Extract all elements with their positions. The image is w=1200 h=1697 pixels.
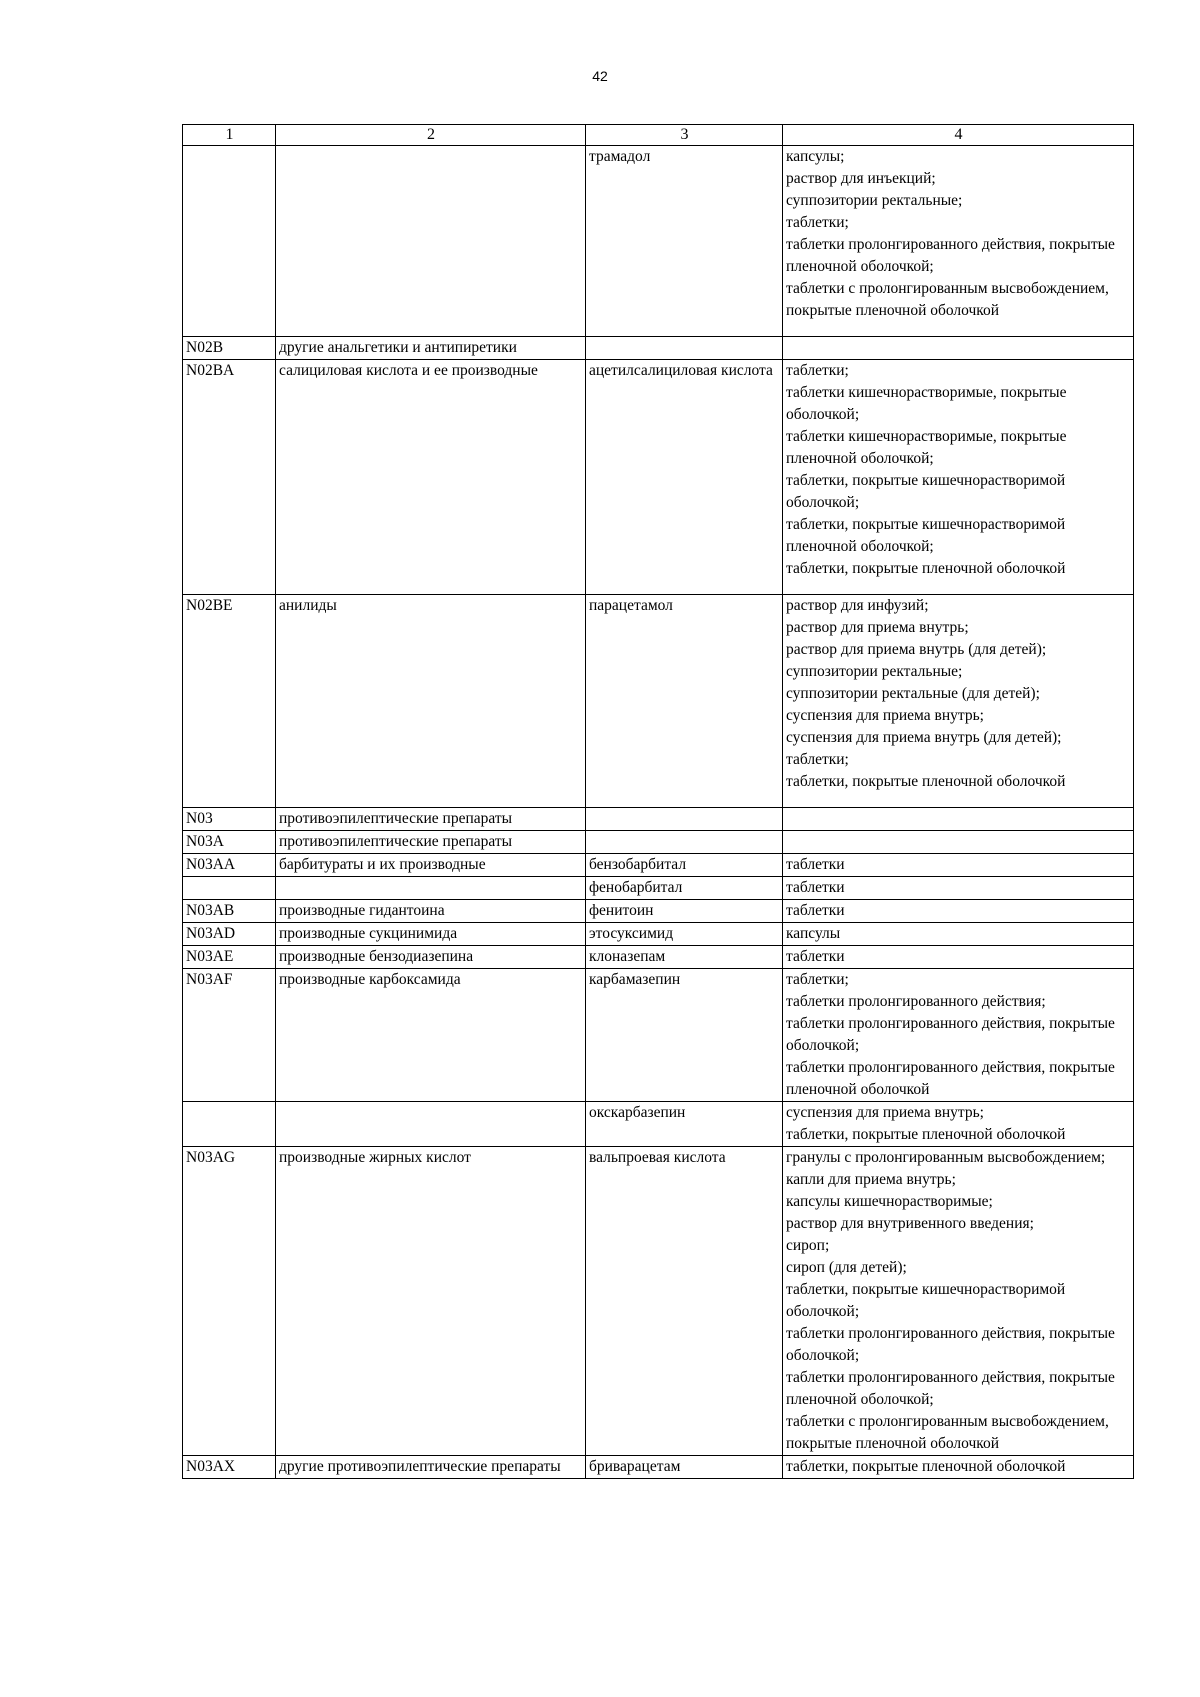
drug-name: этосуксимид — [586, 923, 783, 946]
table-row — [183, 146, 1134, 337]
atc-code: N03AF — [183, 969, 276, 1102]
group-name — [276, 146, 586, 337]
atc-code: N03 — [183, 808, 276, 831]
group-name: противоэпилептические препараты — [276, 808, 586, 831]
column-header-3: 3 — [586, 125, 783, 146]
table-row — [183, 595, 1134, 808]
drug-name — [586, 808, 783, 831]
dosage-forms: суспензия для приема внутрь; таблетки, покрытые пленочной оболочкой — [783, 1102, 1134, 1147]
dosage-forms: таблетки — [783, 946, 1134, 969]
table-row — [183, 877, 1134, 900]
column-header-1: 1 — [183, 125, 276, 146]
table-row — [183, 337, 1134, 360]
table-body — [183, 146, 1134, 1479]
dosage-forms: таблетки; таблетки кишечнорастворимые, покрытые оболочкой; таблетки кишечнорастворимые, покрытые пленочной оболочкой; таблетки, покрытые кишечнорастворимой оболочкой; таблетки, покрытые кишечнорастворимой пленочной оболочкой; таблетки, покрытые пленочной оболочкой — [783, 360, 1134, 595]
drug-name: окскарбазепин — [586, 1102, 783, 1147]
table-row — [183, 360, 1134, 595]
atc-code — [183, 146, 276, 337]
group-name: противоэпилептические препараты — [276, 831, 586, 854]
group-name: производные бензодиазепина — [276, 946, 586, 969]
table-row — [183, 1147, 1134, 1456]
table-row — [183, 900, 1134, 923]
dosage-forms — [783, 831, 1134, 854]
atc-code: N03AX — [183, 1456, 276, 1479]
drug-name: фенитоин — [586, 900, 783, 923]
group-name: производные сукцинимида — [276, 923, 586, 946]
group-name: другие противоэпилептические препараты — [276, 1456, 586, 1479]
group-name: барбитураты и их производные — [276, 854, 586, 877]
header-row — [183, 125, 1134, 146]
drug-name — [586, 337, 783, 360]
table-row — [183, 808, 1134, 831]
dosage-forms: таблетки — [783, 854, 1134, 877]
drug-name: ацетилсалициловая кислота — [586, 360, 783, 595]
drug-name: парацетамол — [586, 595, 783, 808]
table-row — [183, 946, 1134, 969]
drug-name: трамадол — [586, 146, 783, 337]
column-header-2: 2 — [276, 125, 586, 146]
table-row — [183, 1456, 1134, 1479]
group-name: салициловая кислота и ее производные — [276, 360, 586, 595]
atc-code: N03AB — [183, 900, 276, 923]
dosage-forms: таблетки; таблетки пролонгированного действия; таблетки пролонгированного действия, покрытые оболочкой; таблетки пролонгированного действия, покрытые пленочной оболочкой — [783, 969, 1134, 1102]
drug-list-table — [182, 124, 1134, 1479]
group-name: производные жирных кислот — [276, 1147, 586, 1456]
table-row — [183, 1102, 1134, 1147]
table-row — [183, 854, 1134, 877]
atc-code — [183, 1102, 276, 1147]
atc-code — [183, 877, 276, 900]
atc-code: N03AA — [183, 854, 276, 877]
atc-code: N02BA — [183, 360, 276, 595]
drug-name — [586, 831, 783, 854]
dosage-forms: таблетки — [783, 900, 1134, 923]
group-name: производные карбоксамида — [276, 969, 586, 1102]
dosage-forms: гранулы с пролонгированным высвобождением; капли для приема внутрь; капсулы кишечнорастворимые; раствор для внутривенного введения; сироп; сироп (для детей); таблетки, покрытые кишечнорастворимой оболочкой; таблетки пролонгированного действия, покрытые оболочкой; таблетки пролонгированного действия, покрытые пленочной оболочкой; таблетки с пролонгированным высвобождением, покрытые пленочной оболочкой — [783, 1147, 1134, 1456]
drug-name: бриварацетам — [586, 1456, 783, 1479]
group-name: другие анальгетики и антипиретики — [276, 337, 586, 360]
page-number: 42 — [592, 68, 608, 84]
group-name: анилиды — [276, 595, 586, 808]
drug-name: клоназепам — [586, 946, 783, 969]
dosage-forms — [783, 808, 1134, 831]
group-name — [276, 877, 586, 900]
group-name: производные гидантоина — [276, 900, 586, 923]
atc-code: N02B — [183, 337, 276, 360]
dosage-forms: раствор для инфузий; раствор для приема внутрь; раствор для приема внутрь (для детей); суппозитории ректальные; суппозитории ректальные (для детей); суспензия для приема внутрь; суспензия для приема внутрь (для детей); таблетки; таблетки, покрытые пленочной оболочкой — [783, 595, 1134, 808]
drug-name: вальпроевая кислота — [586, 1147, 783, 1456]
atc-code: N03AG — [183, 1147, 276, 1456]
table-row — [183, 831, 1134, 854]
drug-name: бензобарбитал — [586, 854, 783, 877]
dosage-forms: капсулы; раствор для инъекций; суппозитории ректальные; таблетки; таблетки пролонгированного действия, покрытые пленочной оболочкой; таблетки с пролонгированным высвобождением, покрытые пленочной оболочкой — [783, 146, 1134, 337]
atc-code: N03A — [183, 831, 276, 854]
atc-code: N02BE — [183, 595, 276, 808]
atc-code: N03AE — [183, 946, 276, 969]
drug-name: фенобарбитал — [586, 877, 783, 900]
atc-code: N03AD — [183, 923, 276, 946]
dosage-forms — [783, 337, 1134, 360]
drug-name: карбамазепин — [586, 969, 783, 1102]
table-header — [183, 125, 1134, 146]
dosage-forms: капсулы — [783, 923, 1134, 946]
group-name — [276, 1102, 586, 1147]
dosage-forms: таблетки, покрытые пленочной оболочкой — [783, 1456, 1134, 1479]
column-header-4: 4 — [783, 125, 1134, 146]
dosage-forms: таблетки — [783, 877, 1134, 900]
table-row — [183, 923, 1134, 946]
table-row — [183, 969, 1134, 1102]
